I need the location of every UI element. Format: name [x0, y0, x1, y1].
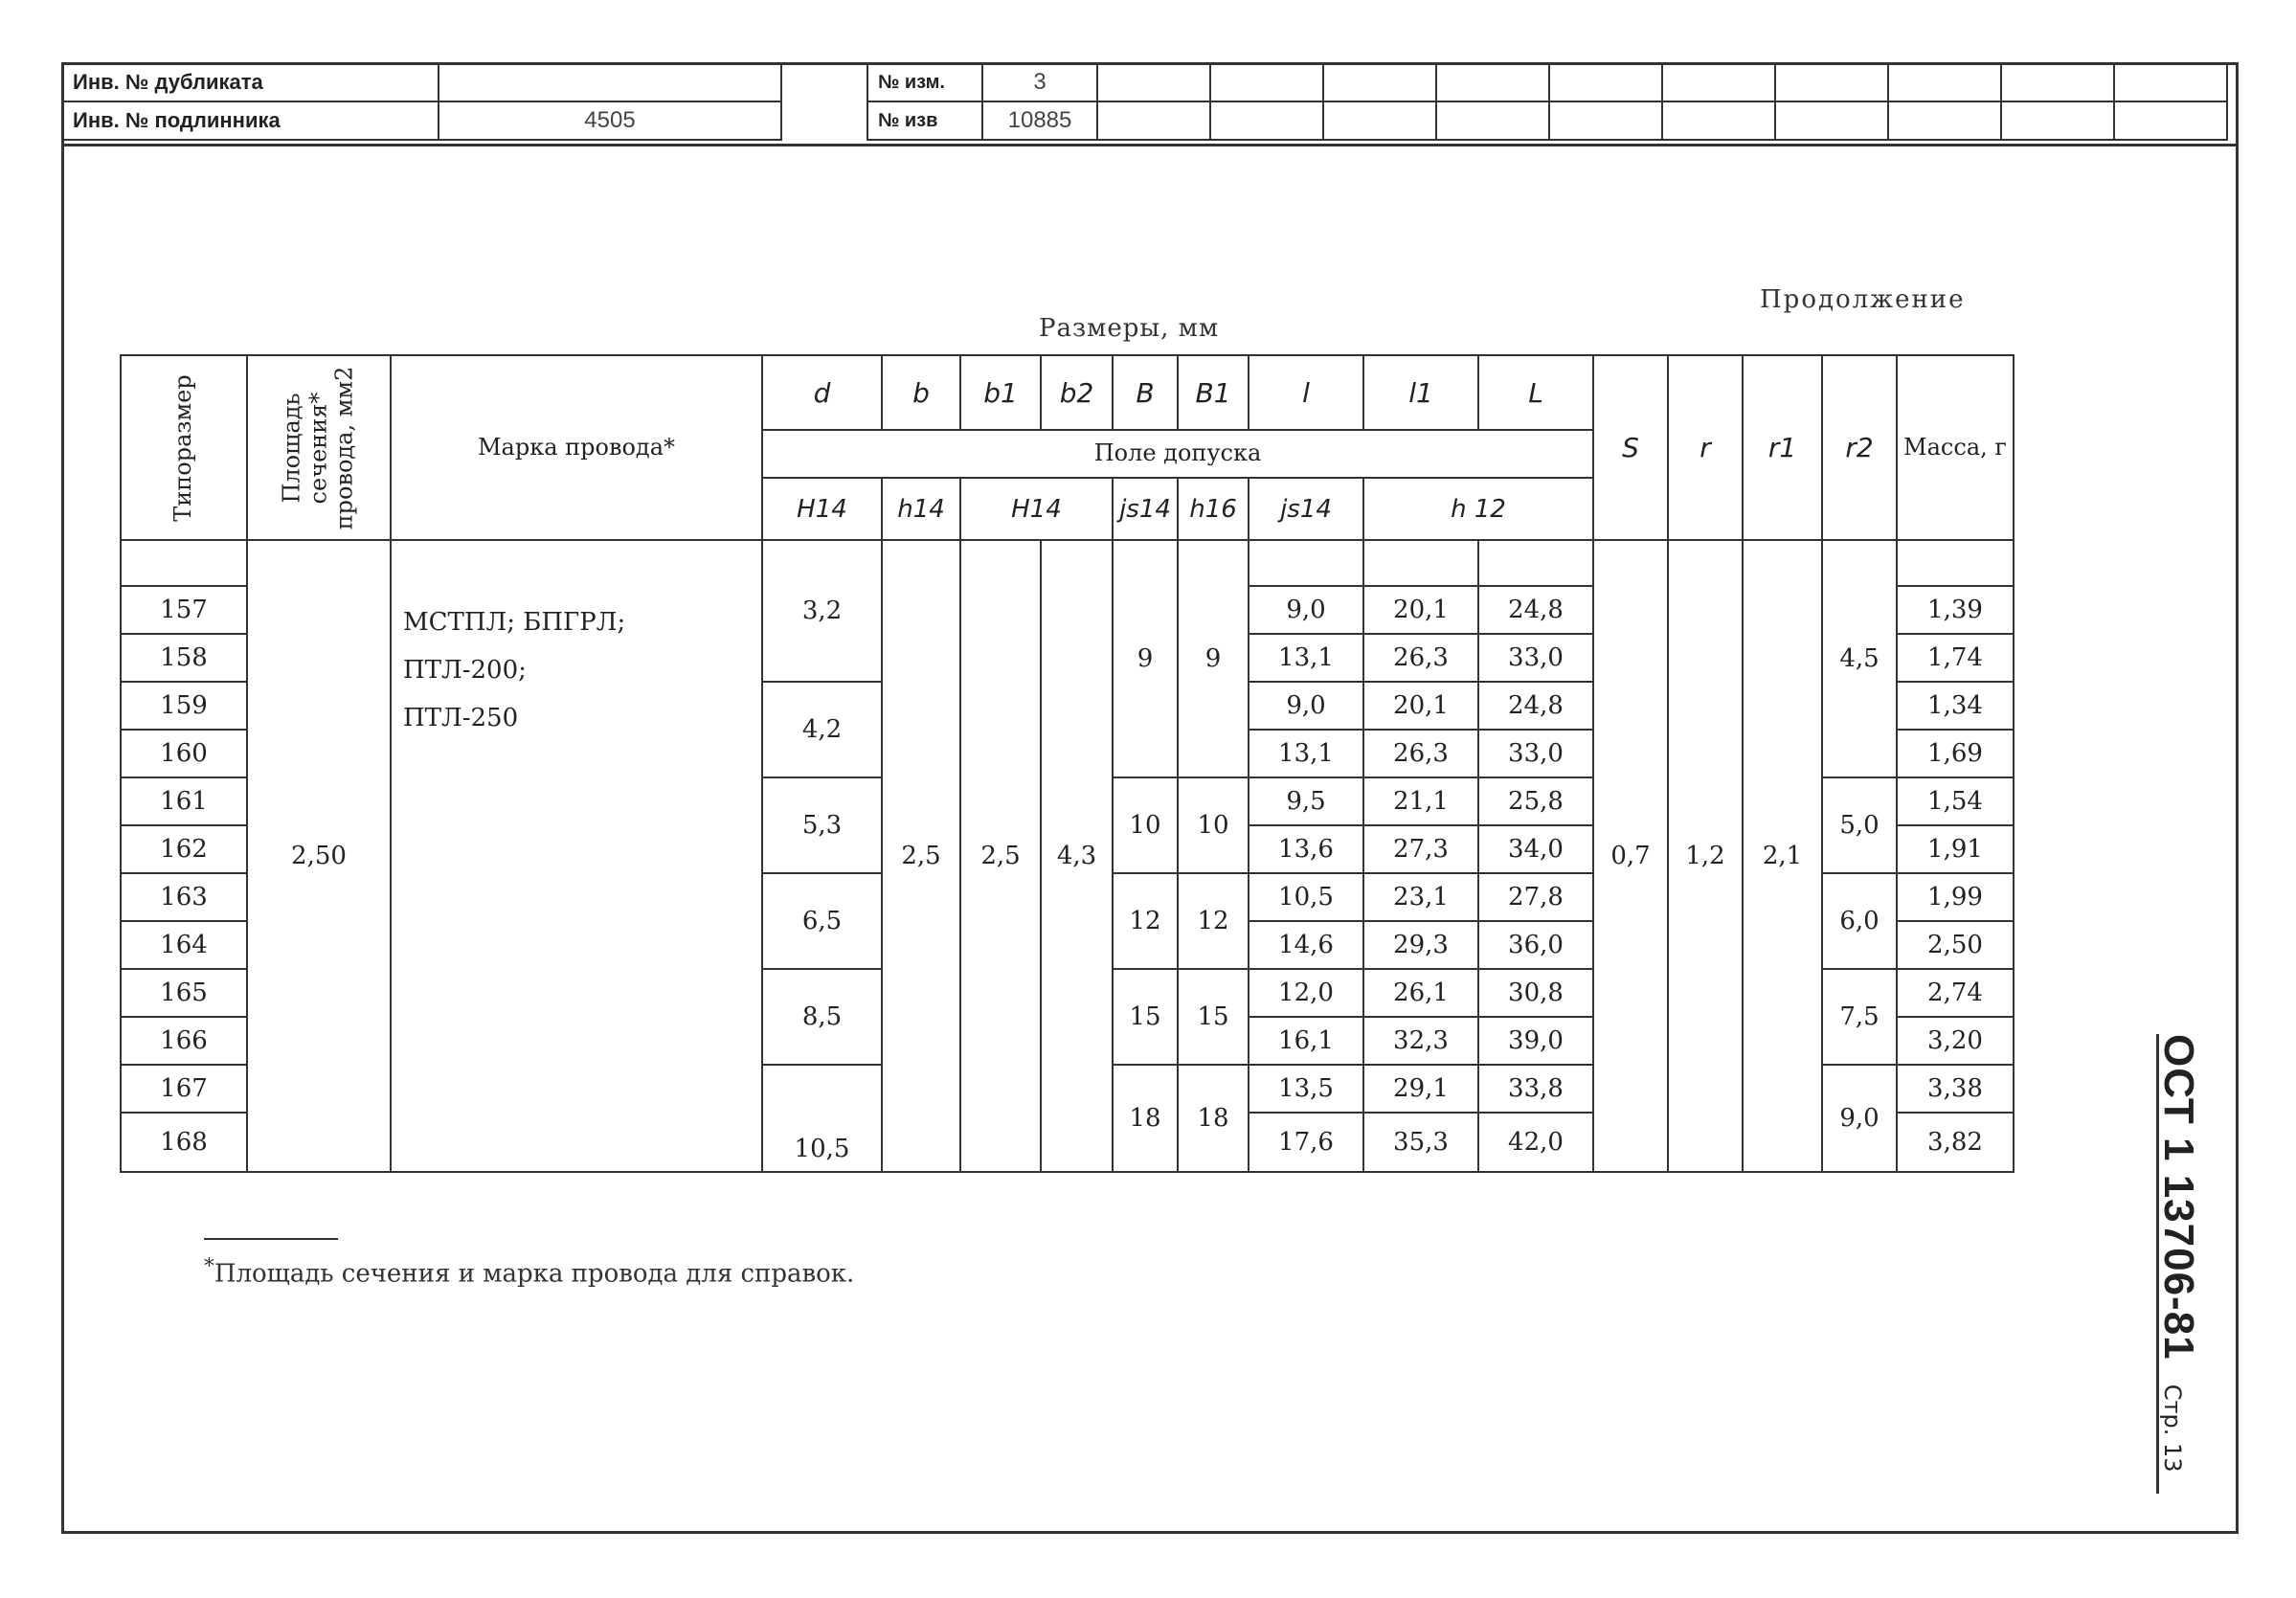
- table-row: 163: [121, 873, 247, 921]
- l1-cell: 29,3: [1363, 921, 1478, 969]
- b2-value: 4,3: [1041, 540, 1113, 1172]
- mass-cell: 1,74: [1897, 634, 2014, 682]
- dimensions-caption: Размеры, мм: [1039, 314, 1220, 343]
- l1-cell: 20,1: [1363, 586, 1478, 634]
- notice-number-value: 10885: [982, 101, 1097, 140]
- mass-cell: 2,50: [1897, 921, 2014, 969]
- B-value: 10: [1113, 777, 1178, 873]
- table-row: 166: [121, 1017, 247, 1065]
- header-l1: l1: [1363, 355, 1478, 430]
- l-cell: 14,6: [1249, 921, 1363, 969]
- B1-value: 15: [1178, 969, 1249, 1065]
- l-cell: 12,0: [1249, 969, 1363, 1017]
- footnote-rule: [204, 1238, 338, 1240]
- header-r: r: [1668, 355, 1743, 540]
- header-l: l: [1249, 355, 1363, 430]
- d-value: 3,2: [762, 540, 882, 682]
- L-cell: 33,0: [1478, 634, 1593, 682]
- l-cell: 9,0: [1249, 586, 1363, 634]
- header-divider: [61, 144, 2239, 146]
- table-row: 160: [121, 730, 247, 777]
- l-cell: 17,6: [1249, 1113, 1363, 1172]
- B1-value: 12: [1178, 873, 1249, 969]
- b1-value: 2,5: [960, 540, 1041, 1172]
- L-cell: 27,8: [1478, 873, 1593, 921]
- table-row: 159: [121, 682, 247, 730]
- table-row: 167: [121, 1065, 247, 1113]
- mass-cell: 3,20: [1897, 1017, 2014, 1065]
- B-value: 9: [1113, 540, 1178, 777]
- footnote-mark: *: [204, 1254, 214, 1278]
- area-value: 2,50: [247, 540, 391, 1172]
- l-cell: 13,1: [1249, 730, 1363, 777]
- r2-value: 9,0: [1822, 1065, 1897, 1172]
- l1-cell: 20,1: [1363, 682, 1478, 730]
- L-cell: 24,8: [1478, 682, 1593, 730]
- r2-value: 7,5: [1822, 969, 1897, 1065]
- revision-number-value: 3: [982, 63, 1097, 101]
- tol-b: h14: [882, 478, 960, 540]
- l1-cell: 26,3: [1363, 730, 1478, 777]
- inv-duplicate-value: [439, 63, 781, 101]
- mass-cell: 3,82: [1897, 1113, 2014, 1172]
- r1-value: 2,1: [1743, 540, 1822, 1172]
- dimensions-table: [120, 354, 2015, 1173]
- inventory-stamp: [61, 62, 782, 141]
- header-B: B: [1113, 355, 1178, 430]
- L-cell: 33,8: [1478, 1065, 1593, 1113]
- wire-brands: [391, 540, 762, 1172]
- table-row: 168: [121, 1113, 247, 1172]
- d-value: 8,5: [762, 969, 882, 1065]
- mass-cell: 1,34: [1897, 682, 2014, 730]
- l-cell: 16,1: [1249, 1017, 1363, 1065]
- revision-stamp: [867, 62, 2228, 141]
- header-r1: r1: [1743, 355, 1822, 540]
- header-tolerance-field: Поле допуска: [762, 430, 1593, 478]
- L-cell: 25,8: [1478, 777, 1593, 825]
- wire-brand-line: ПТЛ-250: [403, 704, 519, 732]
- revision-number-label: № изм.: [867, 63, 982, 101]
- mass-cell: 1,39: [1897, 586, 2014, 634]
- inv-duplicate-label: Инв. № дубликата: [62, 63, 439, 101]
- header-b: b: [882, 355, 960, 430]
- mass-cell: 1,91: [1897, 825, 2014, 873]
- r2-value: 6,0: [1822, 873, 1897, 969]
- table-row: 165: [121, 969, 247, 1017]
- standard-code: ОСТ 1 13706-81: [2155, 1034, 2202, 1361]
- mass-cell: 3,38: [1897, 1065, 2014, 1113]
- wire-brand-line: ПТЛ-200;: [403, 656, 527, 685]
- l1-cell: 27,3: [1363, 825, 1478, 873]
- r2-value: 5,0: [1822, 777, 1897, 873]
- r2-value: 4,5: [1822, 540, 1897, 777]
- B-value: 18: [1113, 1065, 1178, 1172]
- L-cell: 34,0: [1478, 825, 1593, 873]
- footnote: [204, 1254, 854, 1289]
- header-S: S: [1593, 355, 1668, 540]
- d-value: 4,2: [762, 682, 882, 777]
- B1-value: 10: [1178, 777, 1249, 873]
- B1-value: 18: [1178, 1065, 1249, 1172]
- table-row: 164: [121, 921, 247, 969]
- l1-cell: 26,3: [1363, 634, 1478, 682]
- l-cell: 10,5: [1249, 873, 1363, 921]
- r-value: 1,2: [1668, 540, 1743, 1172]
- header-B1: B1: [1178, 355, 1249, 430]
- header-r2: r2: [1822, 355, 1897, 540]
- mass-cell: 1,69: [1897, 730, 2014, 777]
- inv-original-label: Инв. № подлинника: [62, 101, 439, 140]
- l1-cell: 21,1: [1363, 777, 1478, 825]
- header-d: d: [762, 355, 882, 430]
- L-cell: 42,0: [1478, 1113, 1593, 1172]
- l1-cell: 29,1: [1363, 1065, 1478, 1113]
- continuation-label: Продолжение: [1760, 285, 1966, 314]
- header-L: L: [1478, 355, 1593, 430]
- header-mass: Масса, г: [1897, 355, 2014, 540]
- L-cell: 30,8: [1478, 969, 1593, 1017]
- tol-B: js14: [1113, 478, 1178, 540]
- L-cell: 24,8: [1478, 586, 1593, 634]
- l-cell: 9,0: [1249, 682, 1363, 730]
- wire-brand-line: МСТПЛ; БПГРЛ;: [403, 608, 626, 637]
- header-area: Площадь сечения* провода, мм2: [247, 355, 391, 540]
- notice-number-label: № изв: [867, 101, 982, 140]
- inv-original-value: 4505: [439, 101, 781, 140]
- L-cell: 33,0: [1478, 730, 1593, 777]
- l1-cell: 23,1: [1363, 873, 1478, 921]
- L-cell: 36,0: [1478, 921, 1593, 969]
- d-value: 5,3: [762, 777, 882, 873]
- page-number: Стр. 13: [2159, 1384, 2186, 1473]
- S-value: 0,7: [1593, 540, 1668, 1172]
- l1-cell: 32,3: [1363, 1017, 1478, 1065]
- B-value: 15: [1113, 969, 1178, 1065]
- B1-value: 9: [1178, 540, 1249, 777]
- header-type-size: Типоразмер: [121, 355, 247, 540]
- mass-cell: 1,54: [1897, 777, 2014, 825]
- tol-B1: h16: [1178, 478, 1249, 540]
- b-value: 2,5: [882, 540, 960, 1172]
- header-wire: Марка провода*: [391, 355, 762, 540]
- mass-cell: 2,74: [1897, 969, 2014, 1017]
- l1-cell: 35,3: [1363, 1113, 1478, 1172]
- l-cell: 13,5: [1249, 1065, 1363, 1113]
- mass-cell: 1,99: [1897, 873, 2014, 921]
- table-row: 162: [121, 825, 247, 873]
- l-cell: 13,1: [1249, 634, 1363, 682]
- tol-d: H14: [762, 478, 882, 540]
- l-cell: 9,5: [1249, 777, 1363, 825]
- table-row: 158: [121, 634, 247, 682]
- tol-b1-b2: H14: [960, 478, 1113, 540]
- footnote-text: Площадь сечения и марка провода для справок.: [214, 1259, 855, 1289]
- header-b2: b2: [1041, 355, 1113, 430]
- table-row: 157: [121, 586, 247, 634]
- d-value: 6,5: [762, 873, 882, 969]
- table-row: 161: [121, 777, 247, 825]
- B-value: 12: [1113, 873, 1178, 969]
- L-cell: 39,0: [1478, 1017, 1593, 1065]
- standard-code-block: [2154, 1034, 2202, 1532]
- l1-cell: 26,1: [1363, 969, 1478, 1017]
- header-b1: b1: [960, 355, 1041, 430]
- tol-l1-L: h 12: [1363, 478, 1593, 540]
- tol-l: js14: [1249, 478, 1363, 540]
- d-value: 10,5: [762, 1065, 882, 1172]
- l-cell: 13,6: [1249, 825, 1363, 873]
